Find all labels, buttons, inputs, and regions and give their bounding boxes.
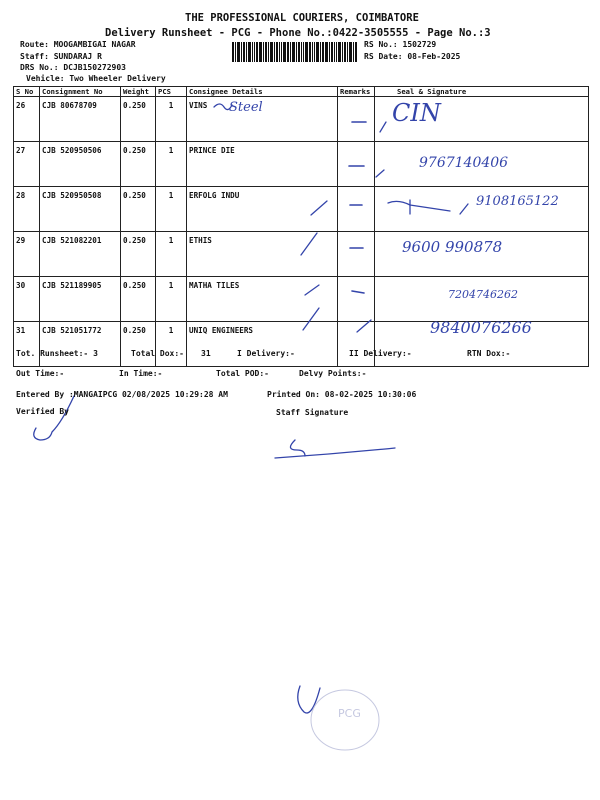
cell-sno: 30 — [14, 277, 40, 322]
cell-sno: 27 — [14, 142, 40, 187]
cell-sno: 26 — [14, 97, 40, 142]
cell-weight: 0.250 — [121, 97, 156, 142]
cell-weight: 0.250 — [121, 142, 156, 187]
entered-by: Entered By :MANGAIPCG 02/08/2025 10:29:28 AM — [16, 390, 228, 399]
handwritten-steel: Steel — [229, 100, 263, 115]
col-consignment-no: Consignment No — [40, 87, 121, 97]
cell-consignee: ETHIS — [187, 232, 338, 277]
handwritten-seal-cin: CIN — [392, 99, 441, 127]
rtn-dox: RTN Dox:- — [467, 349, 511, 358]
cell-weight: 0.250 — [121, 277, 156, 322]
cell-sno: 29 — [14, 232, 40, 277]
cell-weight: 0.250 — [121, 322, 156, 367]
handwritten-phone-27: 9767140406 — [419, 155, 509, 171]
cell-consignment-no: CJB 520950506 — [40, 142, 121, 187]
col-weight: Weight — [121, 87, 156, 97]
handwritten-phone-31: 9840076266 — [430, 318, 532, 337]
cell-pcs: 1 — [156, 97, 187, 142]
cell-consignment-no: CJB 521189905 — [40, 277, 121, 322]
rs-date: RS Date: 08-Feb-2025 — [364, 52, 461, 61]
col-sno: S No — [14, 87, 40, 97]
company-title: THE PROFESSIONAL COURIERS, COIMBATORE — [185, 12, 419, 24]
in-time: In Time:- — [119, 369, 163, 378]
runsheet-subtitle: Delivery Runsheet - PCG - Phone No.:0422-3505555 - Page No.:3 — [105, 27, 491, 39]
cell-weight: 0.250 — [121, 187, 156, 232]
delvy-points: Delvy Points:- — [299, 369, 367, 378]
printed-on: Printed On: 08-02-2025 10:30:06 — [267, 390, 417, 399]
total-pod: Total POD:- — [216, 369, 269, 378]
cell-pcs: 1 — [156, 142, 187, 187]
col-consignee-details: Consignee Details — [187, 87, 338, 97]
cell-consignee: UNIQ ENGINEERS — [187, 322, 338, 367]
drs-label: DRS No.: DCJB150272903 — [20, 63, 126, 72]
cell-consignment-no: CJB 521051772 — [40, 322, 121, 367]
handwritten-phone-28: 9108165122 — [476, 194, 559, 209]
out-time: Out Time:- — [16, 369, 65, 378]
rs-number: RS No.: 1502729 — [364, 40, 437, 49]
cell-sno: 31 — [14, 322, 40, 367]
cell-consignee: VINS — [187, 97, 338, 142]
col-pcs: PCS — [156, 87, 187, 97]
tot-runsheet: Tot. Runsheet:- 3 — [16, 349, 98, 358]
staff-signature-label: Staff Signature — [276, 408, 349, 417]
cell-pcs: 1 — [156, 187, 187, 232]
total-dox-value: 31 — [201, 349, 211, 358]
cell-consignment-no: CJB 520950508 — [40, 187, 121, 232]
cell-consignment-no: CJB 80678709 — [40, 97, 121, 142]
i-delivery: I Delivery:- — [237, 349, 295, 358]
cell-weight: 0.250 — [121, 232, 156, 277]
cell-pcs: 1 — [156, 322, 187, 367]
route-label: Route: MOOGAMBIGAI NAGAR — [20, 40, 136, 49]
vehicle-label: Vehicle: Two Wheeler Delivery — [26, 74, 166, 83]
cell-pcs: 1 — [156, 277, 187, 322]
total-dox-label: Total Dox:- — [131, 349, 184, 358]
cell-consignee: ERFOLG INDU — [187, 187, 338, 232]
ii-delivery: II Delivery:- — [349, 349, 412, 358]
cell-sno: 28 — [14, 187, 40, 232]
col-seal-signature: Seal & Signature — [375, 87, 589, 97]
cell-consignee: MATHA TILES — [187, 277, 338, 322]
cell-consignment-no: CJB 521082201 — [40, 232, 121, 277]
cell-consignee: PRINCE DIE — [187, 142, 338, 187]
stamp-text: PCG — [338, 707, 361, 720]
col-remarks: Remarks — [338, 87, 375, 97]
staff-label: Staff: SUNDARAJ R — [20, 52, 102, 61]
handwritten-phone-30: 7204746262 — [448, 288, 518, 301]
verified-by-label: Verified By — [16, 407, 69, 416]
handwritten-phone-29: 9600 990878 — [402, 238, 503, 256]
cell-pcs: 1 — [156, 232, 187, 277]
